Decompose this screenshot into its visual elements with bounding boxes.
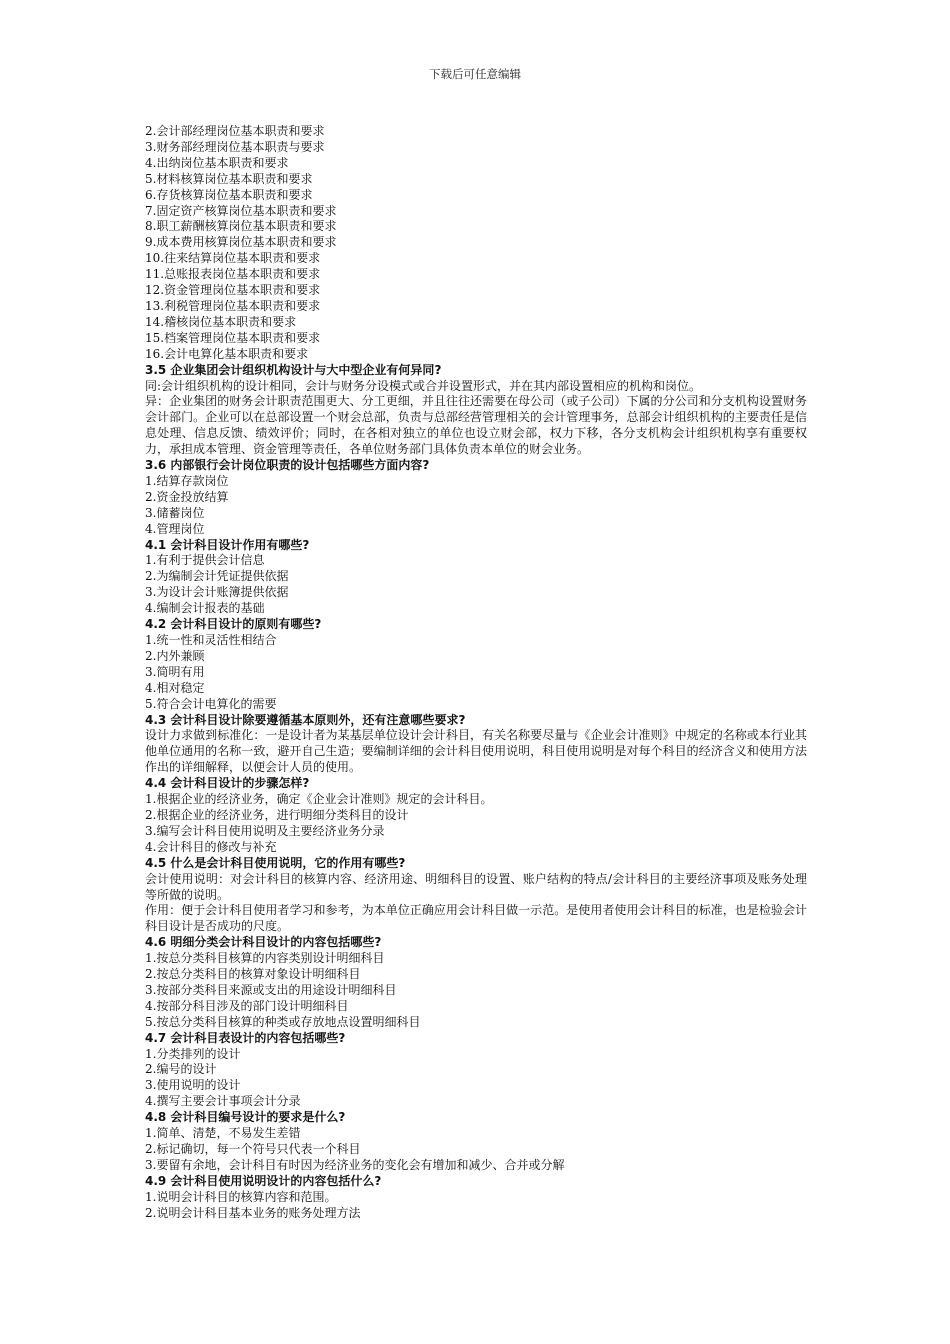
list-item: 2.标记确切，每一个符号只代表一个科目 [145, 1142, 361, 1156]
list-item: 5.材料核算岗位基本职责和要求 [145, 171, 313, 186]
list-item: 3.按部分类科目来源或支出的用途设计明细科目 [145, 982, 397, 997]
section-heading: 4.7 会计科目表设计的内容包括哪些? [145, 1030, 346, 1045]
list-item: 2.资金投放结算 [145, 489, 229, 504]
list-item: 15.档案管理岗位基本职责和要求 [145, 330, 321, 345]
list-item: 1.简单、清楚，不易发生差错 [145, 1126, 301, 1141]
paragraph: 同:会计组织机构的设计相同，会计与财务分设模式或合并设置形式，并在其内部设置相应的机构和岗位。 [145, 378, 702, 393]
list-item: 12.资金管理岗位基本职责和要求 [145, 283, 321, 298]
list-item: 2.说明会计科目基本业务的账务处理方法 [145, 1205, 361, 1220]
list-item: 8.职工薪酬核算岗位基本职责和要求 [145, 219, 337, 234]
section-heading: 4.5 什么是会计科目使用说明，它的作用有哪些? [145, 855, 406, 870]
document-body [145, 124, 807, 1222]
list-item: 4.编制会计报表的基础 [145, 601, 265, 616]
list-item: 4.会计科目的修改与补充 [145, 839, 277, 854]
list-item: 6.存货核算岗位基本职责和要求 [145, 187, 313, 202]
list-item: 10.往来结算岗位基本职责和要求 [145, 251, 321, 266]
paragraph: 会计使用说明：对会计科目的核算内容、经济用途、明细科目的设置、账户结构的特点/会计科目的主要经济事项及账务处理等所做的说明。 [145, 871, 807, 902]
list-item: 9.成本费用核算岗位基本职责和要求 [145, 235, 337, 250]
list-item: 1.说明会计科目的核算内容和范围。 [145, 1189, 337, 1204]
list-item: 3.要留有余地，会计科目有时因为经济业务的变化会有增加和减少、合并或分解 [145, 1157, 565, 1172]
list-item: 16.会计电算化基本职责和要求 [145, 346, 309, 361]
list-item: 3.储蓄岗位 [145, 505, 205, 520]
paragraph: 设计力求做到标准化：一是设计者为某基层单位设计会计科目，有关名称要尽量与《企业会计准则》中规定的名称或本行业其他单位通用的名称一致，避开自己生造；要编制详细的会计科目使用说明，科目使用说明是对每个科目的经济含义和使用方法作出的详细解释，以便会计人员的使用。 [145, 728, 807, 775]
section-heading: 4.6 明细分类会计科目设计的内容包括哪些? [145, 935, 382, 950]
section-heading: 4.4 会计科目设计的步骤怎样? [145, 776, 310, 791]
list-item: 1.有利于提供会计信息 [145, 553, 265, 568]
section-heading: 4.2 会计科目设计的原则有哪些? [145, 617, 322, 632]
section-heading: 4.3 会计科目设计除要遵循基本原则外，还有注意哪些要求? [145, 712, 466, 727]
paragraph: 作用：便于会计科目使用者学习和参考，为本单位正确应用会计科目做一示范。是使用者使用会计科目的标准，也是检验会计科目设计是否成功的尺度。 [145, 903, 807, 934]
list-item: 1.结算存款岗位 [145, 473, 229, 488]
list-item: 1.按总分类科目核算的内容类别设计明细科目 [145, 951, 385, 966]
list-item: 1.根据企业的经济业务，确定《企业会计准则》规定的会计科目。 [145, 792, 493, 807]
list-item: 3.简明有用 [145, 664, 205, 679]
paragraph: 异：企业集团的财务会计职责范围更大、分工更细，并且往往还需要在母公司（或子公司）下属的分公司和分支机构设置财务会计部门。企业可以在总部设置一个财会总部，负责与总部经营管理相关的会计管理事务，总部会计组织机构的主要责任是信息处理、信息反馈、绩效评价；同时，在各相对独立的单位也设立财会部，权力下移，各分支机构会计组织机构享有重要权力，承担成本管理、资金管理等责任，各单位财务部门具体负责本单位的财会业务。 [145, 394, 807, 457]
list-item: 2.内外兼顾 [145, 648, 205, 663]
list-item: 2.会计部经理岗位基本职责和要求 [145, 124, 325, 138]
list-item: 2.按总分类科目的核算对象设计明细科目 [145, 967, 361, 982]
section-heading: 4.9 会计科目使用说明设计的内容包括什么? [145, 1173, 382, 1188]
list-item: 7.固定资产核算岗位基本职责和要求 [145, 203, 337, 218]
list-item: 4.撰写主要会计事项会计分录 [145, 1094, 301, 1109]
list-item: 5.按总分类科目核算的种类或存放地点设置明细科目 [145, 1014, 421, 1029]
list-item: 3.为设计会计账簿提供依据 [145, 585, 289, 600]
list-item: 4.出纳岗位基本职责和要求 [145, 155, 289, 170]
list-item: 2.根据企业的经济业务，进行明细分类科目的设计 [145, 807, 409, 822]
section-heading: 3.5 企业集团会计组织机构设计与大中型企业有何异同? [145, 362, 442, 377]
list-item: 1.统一性和灵活性相结合 [145, 633, 277, 647]
list-item: 14.稽核岗位基本职责和要求 [145, 314, 297, 329]
section-heading: 4.8 会计科目编号设计的要求是什么? [145, 1110, 346, 1125]
section-heading: 3.6 内部银行会计岗位职责的设计包括哪些方面内容? [145, 458, 430, 473]
list-item: 5.符合会计电算化的需要 [145, 696, 277, 711]
list-item: 11.总账报表岗位基本职责和要求 [145, 267, 321, 282]
list-item: 13.利税管理岗位基本职责和要求 [145, 298, 321, 313]
list-item: 3.财务部经理岗位基本职责与要求 [145, 139, 325, 154]
list-item: 2.为编制会计凭证提供依据 [145, 569, 289, 584]
section-heading: 4.1 会计科目设计作用有哪些? [145, 537, 310, 552]
list-item: 3.编写会计科目使用说明及主要经济业务分录 [145, 823, 385, 838]
list-item: 3.使用说明的设计 [145, 1078, 241, 1093]
list-item: 4.管理岗位 [145, 521, 205, 536]
page-header: 下载后可任意编辑 [429, 67, 521, 81]
list-item: 2.编号的设计 [145, 1062, 217, 1077]
list-item: 4.按部分科目涉及的部门设计明细科目 [145, 998, 349, 1013]
list-item: 1.分类排列的设计 [145, 1046, 241, 1061]
list-item: 4.相对稳定 [145, 680, 205, 695]
